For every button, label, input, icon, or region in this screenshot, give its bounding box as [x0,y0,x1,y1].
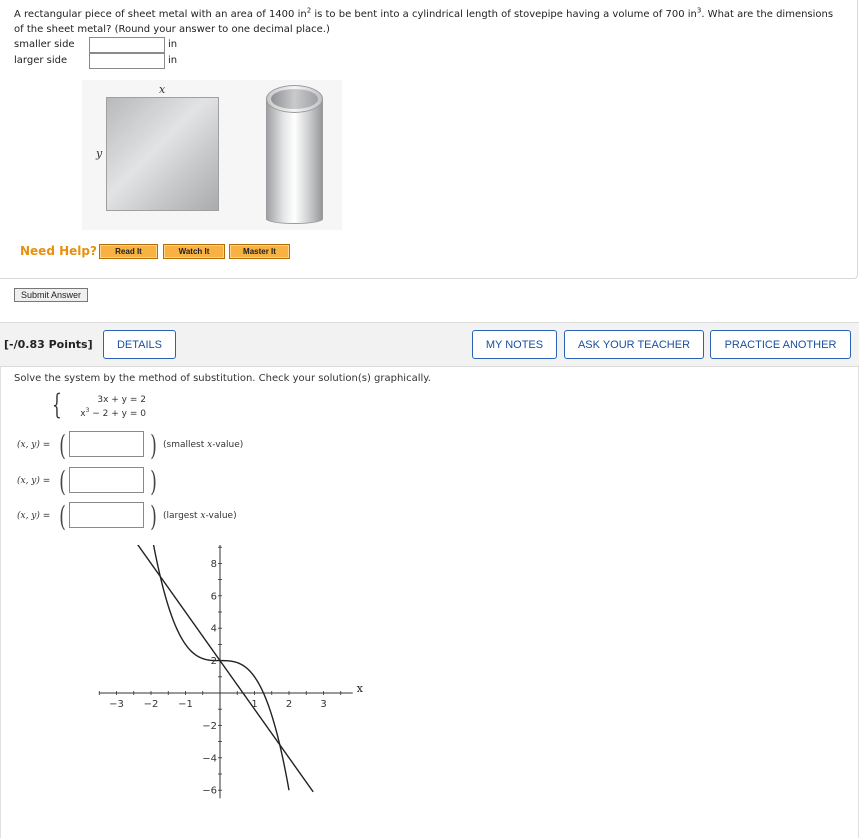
question-2-prompt: Solve the system by the method of substitution. Check your solution(s) graphically. [14,373,431,384]
practice-another-button[interactable]: PRACTICE ANOTHER [710,330,851,359]
x-tick-label: 3 [320,699,327,710]
details-button[interactable]: DETAILS [103,330,176,359]
solution-1-close-paren: ) [150,429,157,462]
y-tick-label: −6 [202,785,217,797]
larger-side-input[interactable] [89,53,165,69]
solution-3-note: (largest x-value) [163,511,237,521]
x-tick-label: −1 [178,699,193,710]
watch-it-button[interactable]: Watch It [163,244,225,259]
solution-2-input[interactable] [69,467,144,493]
solution-1-note: (smallest x-value) [163,440,244,450]
solution-3-input[interactable] [69,502,144,528]
my-notes-button[interactable]: MY NOTES [472,330,557,359]
y-tick-label: −4 [202,753,217,765]
need-help-label: Need Help? [20,244,97,258]
stovepipe-cylinder-opening [271,89,318,109]
smaller-side-input[interactable] [89,37,165,53]
equation-1: 3x + y = 2 [97,395,146,405]
y-tick-label: −2 [202,720,217,732]
larger-side-unit: in [168,55,178,66]
smaller-side-unit: in [168,39,178,50]
read-it-button[interactable]: Read It [99,244,158,259]
figure-x-label: x [159,83,166,96]
y-tick-label: 8 [210,558,217,570]
x-tick-label: 1 [251,699,258,710]
solution-3-close-paren: ) [150,500,157,533]
question-1-prompt: A rectangular piece of sheet metal with an area of 1400 $in^2$ is to be bent into a cylindrical length of stovepipe having a volume of 700 $in^3$. What are the dimensions of the sheet metal? (Round your answer to one decimal place.) [14,6,834,35]
points-label: [-/0.83 Points] [4,338,93,351]
solution-1-input[interactable] [69,431,144,457]
x-tick-label: −3 [109,699,124,710]
solution-2-close-paren: ) [150,465,157,498]
equation-2: $x^3 - 2 + y = 0$ [80,407,146,419]
solution-1-open-paren: ( [59,429,66,462]
solution-3-label: (x, y) = [17,511,51,521]
solution-2-open-paren: ( [59,465,66,498]
system-graph [90,545,380,835]
stovepipe-cylinder [266,100,323,224]
smaller-side-label: smaller side [14,39,75,50]
solution-3-open-paren: ( [59,500,66,533]
y-tick-label: 4 [210,623,217,635]
submit-answer-button[interactable]: Submit Answer [14,288,88,302]
y-tick-label: 6 [210,591,217,603]
ask-your-teacher-button[interactable]: ASK YOUR TEACHER [564,330,704,359]
sheet-metal-rectangle [106,97,219,211]
larger-side-label: larger side [14,55,68,66]
master-it-button[interactable]: Master It [229,244,290,259]
x-tick-label: −2 [143,699,159,710]
system-brace: { [52,388,62,421]
x-tick-label: 2 [285,699,293,710]
solution-2-label: (x, y) = [17,476,51,486]
figure-y-label: y [96,147,103,160]
x-axis-label: x [356,682,363,695]
solution-1-label: (x, y) = [17,440,51,450]
y-tick-label: 2 [210,656,217,668]
